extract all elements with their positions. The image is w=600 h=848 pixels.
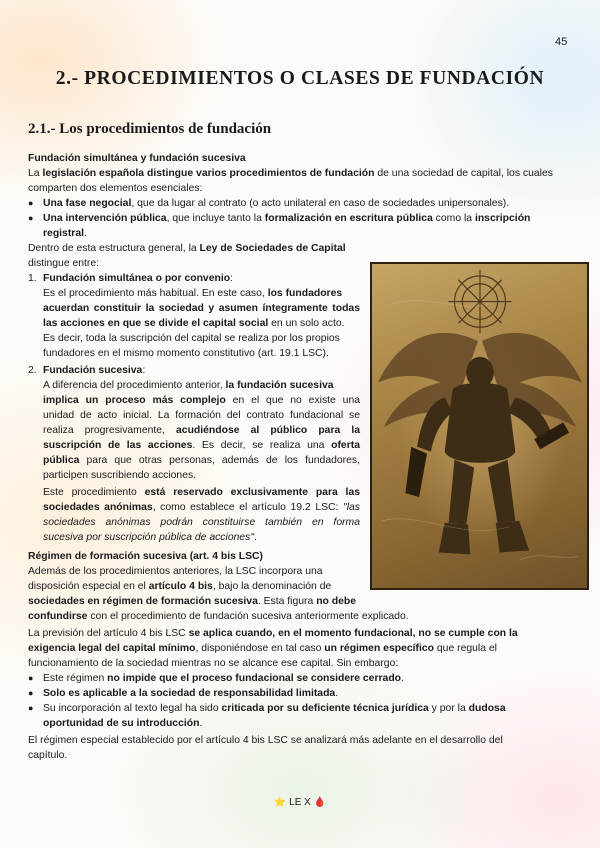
paragraph-line: confundirse con el procedimiento de fundación sucesiva anteriormente explicado. — [28, 611, 409, 622]
paragraph-line: suscripción de las acciones. Es decir, se realiza una oferta — [43, 440, 360, 451]
list-number: 1. — [28, 273, 37, 284]
paragraph-line: A diferencia del procedimiento anterior, la fundación sucesiva — [43, 380, 334, 391]
blood-drop-icon: 🩸 — [313, 797, 327, 808]
paragraph-line: disposición especial en el artículo 4 bis, bajo la denominación de — [28, 581, 332, 592]
paragraph-line: implica un proceso más complejo en el que no existe una — [43, 395, 361, 406]
bullet-icon: ● — [28, 198, 34, 208]
paragraph-line: fundadores en el mismo momento constitutivo (art. 19.1 LSC). — [43, 348, 329, 359]
paragraph-line: Dentro de esta estructura general, la Ley de Sociedades de Capital — [28, 243, 346, 254]
bullet-icon: ● — [28, 703, 34, 713]
illustration-winged-warrior — [370, 262, 589, 590]
paragraph-line: La previsión del artículo 4 bis LSC se aplica cuando, en el momento fundacional, no se cumple con la — [28, 628, 518, 639]
paragraph-line: Este procedimiento está reservado exclusivamente para las — [43, 487, 360, 498]
section-heading: Fundación simultánea y fundación sucesiva — [28, 153, 246, 164]
paragraph-line: Es decir, toda la suscripción del capital se realiza por los propios — [43, 333, 340, 344]
paragraph-line: sociedades anónimas, como establece el artículo 19.2 LSC: "las — [43, 502, 360, 513]
list-item: Una intervención pública, que incluye tanto la formalización en escritura pública como la inscripción — [43, 213, 531, 224]
bullet-icon: ● — [28, 213, 34, 223]
paragraph-line: sucesiva por suscripción pública de acciones". — [43, 532, 257, 543]
list-item: Una fase negocial, que da lugar al contrato (o acto unilateral en caso de sociedades unipersonales). — [43, 198, 510, 209]
paragraph-line: comparten dos elementos esenciales: — [28, 183, 203, 194]
star-icon: ⭐ — [273, 797, 287, 808]
paragraph-line: las acciones en que se divide el capital social en un solo acto. — [43, 318, 345, 329]
list-number: 2. — [28, 365, 37, 376]
list-item: Su incorporación al texto legal ha sido criticada por su deficiente técnica jurídica y por la dudosa — [43, 703, 506, 714]
paragraph-line: Además de los procedimientos anteriores, la LSC incorpora una — [28, 566, 323, 577]
paragraph-line: unidad de acto inicial. La formación del contrato fundacional se — [43, 410, 360, 421]
page-title: 2.- PROCEDIMIENTOS O CLASES DE FUNDACIÓN — [55, 68, 545, 89]
paragraph-line: capítulo. — [28, 750, 68, 761]
paragraph-line: exigencia legal del capital mínimo, disponiéndose en tal caso un régimen específico que regula el — [28, 643, 497, 654]
paragraph-line: realiza progresivamente, acudiéndose al público para la — [43, 425, 360, 436]
section-heading: Régimen de formación sucesiva (art. 4 bis LSC) — [28, 551, 264, 562]
list-item: Solo es aplicable a la sociedad de responsabilidad limitada. — [43, 688, 339, 699]
paragraph-line: participen suscribiendo acciones. — [43, 470, 197, 481]
bullet-icon: ● — [28, 673, 34, 683]
footer-text: LE X — [289, 797, 311, 808]
paragraph-line: La legislación española distingue varios procedimientos de fundación de una sociedad de capital, los cuales — [28, 168, 553, 179]
page-number: 45 — [555, 36, 568, 48]
paragraph-line: Es el procedimiento más habitual. En este caso, los fundadores — [43, 288, 343, 299]
paragraph-line: acuerdan constituir la sociedad y asumen íntegramente todas — [43, 303, 360, 314]
bullet-icon: ● — [28, 688, 34, 698]
paragraph-line: El régimen especial establecido por el artículo 4 bis LSC se analizará más adelante en el desarrollo del — [28, 735, 503, 746]
list-heading: Fundación sucesiva: — [43, 365, 146, 376]
paragraph-line: sociedades anónimas podrán constituirse también en forma — [43, 517, 360, 528]
list-item: Este régimen no impide que el proceso fundacional se considere cerrado. — [43, 673, 404, 684]
paragraph-line: sociedades en régimen de formación sucesiva. Esta figura no debe — [28, 596, 357, 607]
list-item-cont: oportunidad de su introducción. — [43, 718, 203, 729]
list-heading: Fundación simultánea o por convenio: — [43, 273, 233, 284]
paragraph-line: pública para que otras personas, además de los fundadores, — [43, 455, 360, 466]
paragraph-line: distingue entre: — [28, 258, 100, 269]
section-subtitle: 2.1.- Los procedimientos de fundación — [28, 121, 272, 137]
footer-brand — [0, 797, 600, 808]
paragraph-line: funcionamiento de la sociedad mientras no se alcance ese capital. Sin embargo: — [28, 658, 399, 669]
winged-warrior-icon — [372, 264, 587, 588]
list-item-cont: registral. — [43, 228, 87, 239]
